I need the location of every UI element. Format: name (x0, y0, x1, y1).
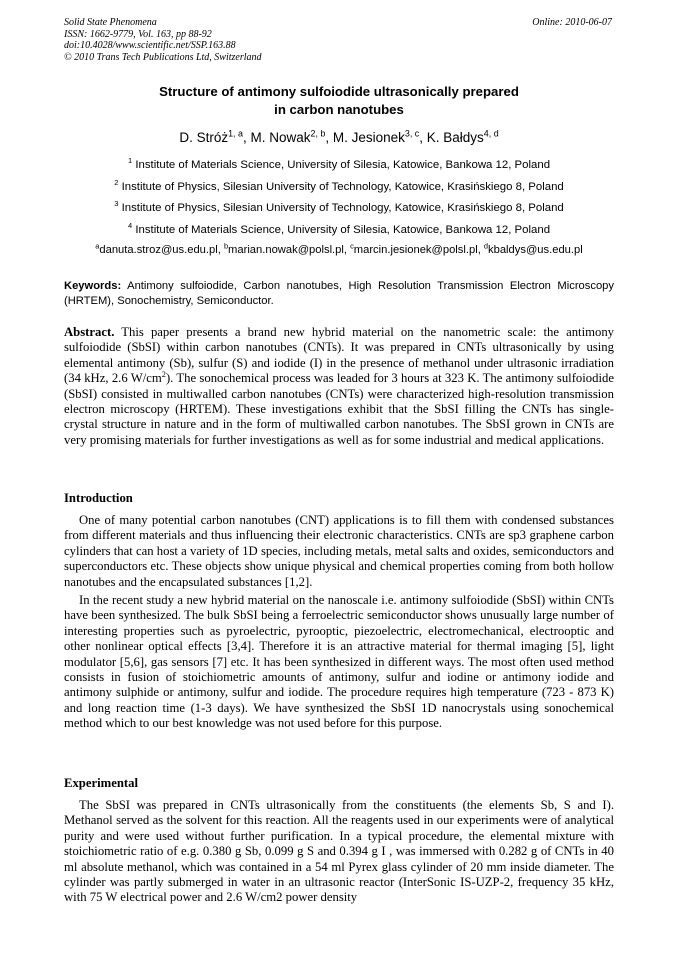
email-mark: c (350, 241, 354, 251)
abstract-block (64, 325, 614, 448)
email-separator: , (217, 244, 224, 256)
email-mark: d (483, 241, 489, 251)
affiliation (64, 200, 614, 222)
author (179, 130, 243, 145)
affiliation-text: Institute of Materials Science, University of Silesia, Katowice, Bankowa 12, Poland (135, 159, 551, 171)
abstract-superscript: 2 (161, 369, 166, 379)
affiliation-list (64, 157, 614, 244)
author-name: K. Bałdys (426, 130, 484, 145)
affiliation-text: Institute of Physics, Silesian University of Technology, Katowice, Krasińskiego 8, Poland (121, 202, 564, 215)
author-separator: , (419, 130, 427, 145)
experimental-paragraph-1: The SbSI was prepared in CNTs ultrasonically from the constituents (the elements Sb, S and I). Methanol served as the solvent for this reaction. All the reagents used in our experiments were of analytical purity and were used without further purification. In a typical procedure, the elemental mixture with stoichiometric ratio of e.g. 0.380 g Sb, 0.099 g S and 0.394 g I , was immersed with 0.282 g of CNTs in 40 ml absolute methanol, which was contained in a 54 ml Pyrex glass cylinder of 20 mm inside diameter. The cylinder was partly submerged in water in an ultrasonic reactor (InterSonic IS-UZP-2, frequency 35 kHz, with 75 W electrical power and 2.6 W/cm2 power density (64, 798, 614, 905)
introduction-paragraph-1: One of many potential carbon nanotubes (CNT) applications is to fill them with condensed substances from different materials and thus influencing their electronic characteristics. CNTs are sp3 graphene carbon cylinders that can host a variety of 1D species, including metals, metal salts and oxides, semiconductors and superconductors etc. These objects show unique physical and chemical properties coming from both hollow nanotubes and the encapsulated substances [1,2]. (64, 513, 614, 589)
email-address: marcin.jesionek@polsl.pl (353, 244, 478, 256)
abstract-label: Abstract. (64, 325, 115, 339)
email-separator: , (477, 244, 484, 256)
author-name: M. Nowak (250, 130, 311, 145)
author (333, 130, 419, 145)
affiliation (64, 222, 614, 244)
author-name: M. Jesionek (332, 130, 405, 145)
author-separator: , (242, 130, 251, 145)
affiliation-text: Institute of Materials Science, University of Silesia, Katowice, Bankowa 12, Poland (135, 224, 551, 237)
introduction-paragraph-2: In the recent study a new hybrid material on the nanoscale i.e. antimony sulfoiodide (SbSI) within CNTs have been synthesized. The bulk SbSI being a ferroelectric semiconductor shows unusually large number of interesting properties such as pyroelectric, pyrooptic, piezoelectric, electromechanical, electrooptic and other nonlinear optical effects [3,4]. Therefore it is an attractive material for thermal imaging [5], light modulator [5,6], gas sensors [7] etc. It has been synthesized in different ways. The most often used method consists in fusion of stoichiometric amounts of antimony, sulfur and iodine or antimony iodide and antimony sulphide or antimony, sulfur and iodide. The procedure requires high temperature (723 - 873 K) and long reaction time (1-3 days). We have synthesized the SbSI 1D nanocrystals using sonochemical method which to our best knowledge was not used before for this purpose. (64, 593, 614, 731)
introduction-heading: Introduction (64, 491, 133, 505)
author-list (64, 130, 614, 146)
author-affiliation-mark: 2, b (310, 128, 326, 139)
author-affiliation-mark: 1, a (228, 128, 243, 139)
affiliation-number: 3 (114, 199, 119, 209)
experimental-heading: Experimental (64, 776, 139, 790)
affiliation-number: 4 (127, 221, 133, 231)
email-address: marian.nowak@polsl.pl (228, 244, 344, 256)
keywords-text: Antimony sulfoiodide, Carbon nanotubes, High Resolution Transmission Electron Microscopy (HRTEM), Sonochemistry, Semiconductor. (64, 280, 614, 307)
copyright-line: © 2010 Trans Tech Publications Ltd, Switzerland (64, 51, 262, 63)
abstract-text: This paper presents a brand new hybrid material on the nanometric scale: the antimony sulfoiodide (SbSI) within carbon nanotubes (CNTs). It was prepared in CNTs ultrasonically by using elemental antimony (Sb), sulfur (S) and iodide (I) in the presence of methanol under ultrasonic irradiation (34 kHz, 2.6 W/cm (64, 325, 614, 386)
email-list (64, 241, 614, 256)
abstract-text-continued: ). The sonochemical process was leaded for 3 hours at 323 K. The antimony sulfoiodide (SbSI) consisted in multiwalled carbon nanotubes (CNTs) were characterized high-resolution transmission electron microscopy (HRTEM). These investigations exhibit that the SbSI filling the CNTs has single-crystal structure in nature and in the form of multiwalled carbon nanotubes. The SbSI grown in CNTs are very promising materials for further investigations as well as for some industrial and medical applications. (64, 371, 614, 447)
author-name: D. Stróż (179, 130, 229, 145)
online-date: Online: 2010-06-07 (532, 17, 612, 28)
author-affiliation-mark: 3, c (404, 128, 420, 139)
author-affiliation-mark: 4, d (483, 128, 499, 139)
affiliation-text: Institute of Physics, Silesian University of Technology, Katowice, Krasińskiego 8, Poland (121, 180, 564, 193)
affiliation-number: 2 (114, 177, 119, 187)
email-address: kbaldys@us.edu.pl (488, 244, 583, 256)
journal-name: Solid State Phenomena (64, 17, 157, 28)
author (427, 130, 499, 145)
email-mark: b (223, 241, 229, 251)
author-separator: , (325, 130, 333, 145)
affiliation (64, 179, 614, 201)
paper-title (64, 83, 614, 119)
affiliation-number: 1 (127, 156, 133, 166)
doi-line: doi:10.4028/www.scientific.net/SSP.163.88 (64, 40, 236, 51)
keywords-block (64, 279, 614, 309)
title-line-1: Structure of antimony sulfoiodide ultrasonically prepared (159, 84, 519, 99)
email-address: danuta.stroz@us.edu.pl (99, 244, 218, 256)
email-separator: , (343, 244, 351, 256)
keywords-label: Keywords: (64, 280, 122, 292)
journal-header (64, 17, 262, 63)
issn-line: ISSN: 1662-9779, Vol. 163, pp 88-92 (64, 28, 212, 40)
author (250, 130, 325, 145)
affiliation (64, 157, 614, 179)
title-line-2: in carbon nanotubes (274, 102, 404, 117)
email-mark: a (95, 241, 100, 251)
